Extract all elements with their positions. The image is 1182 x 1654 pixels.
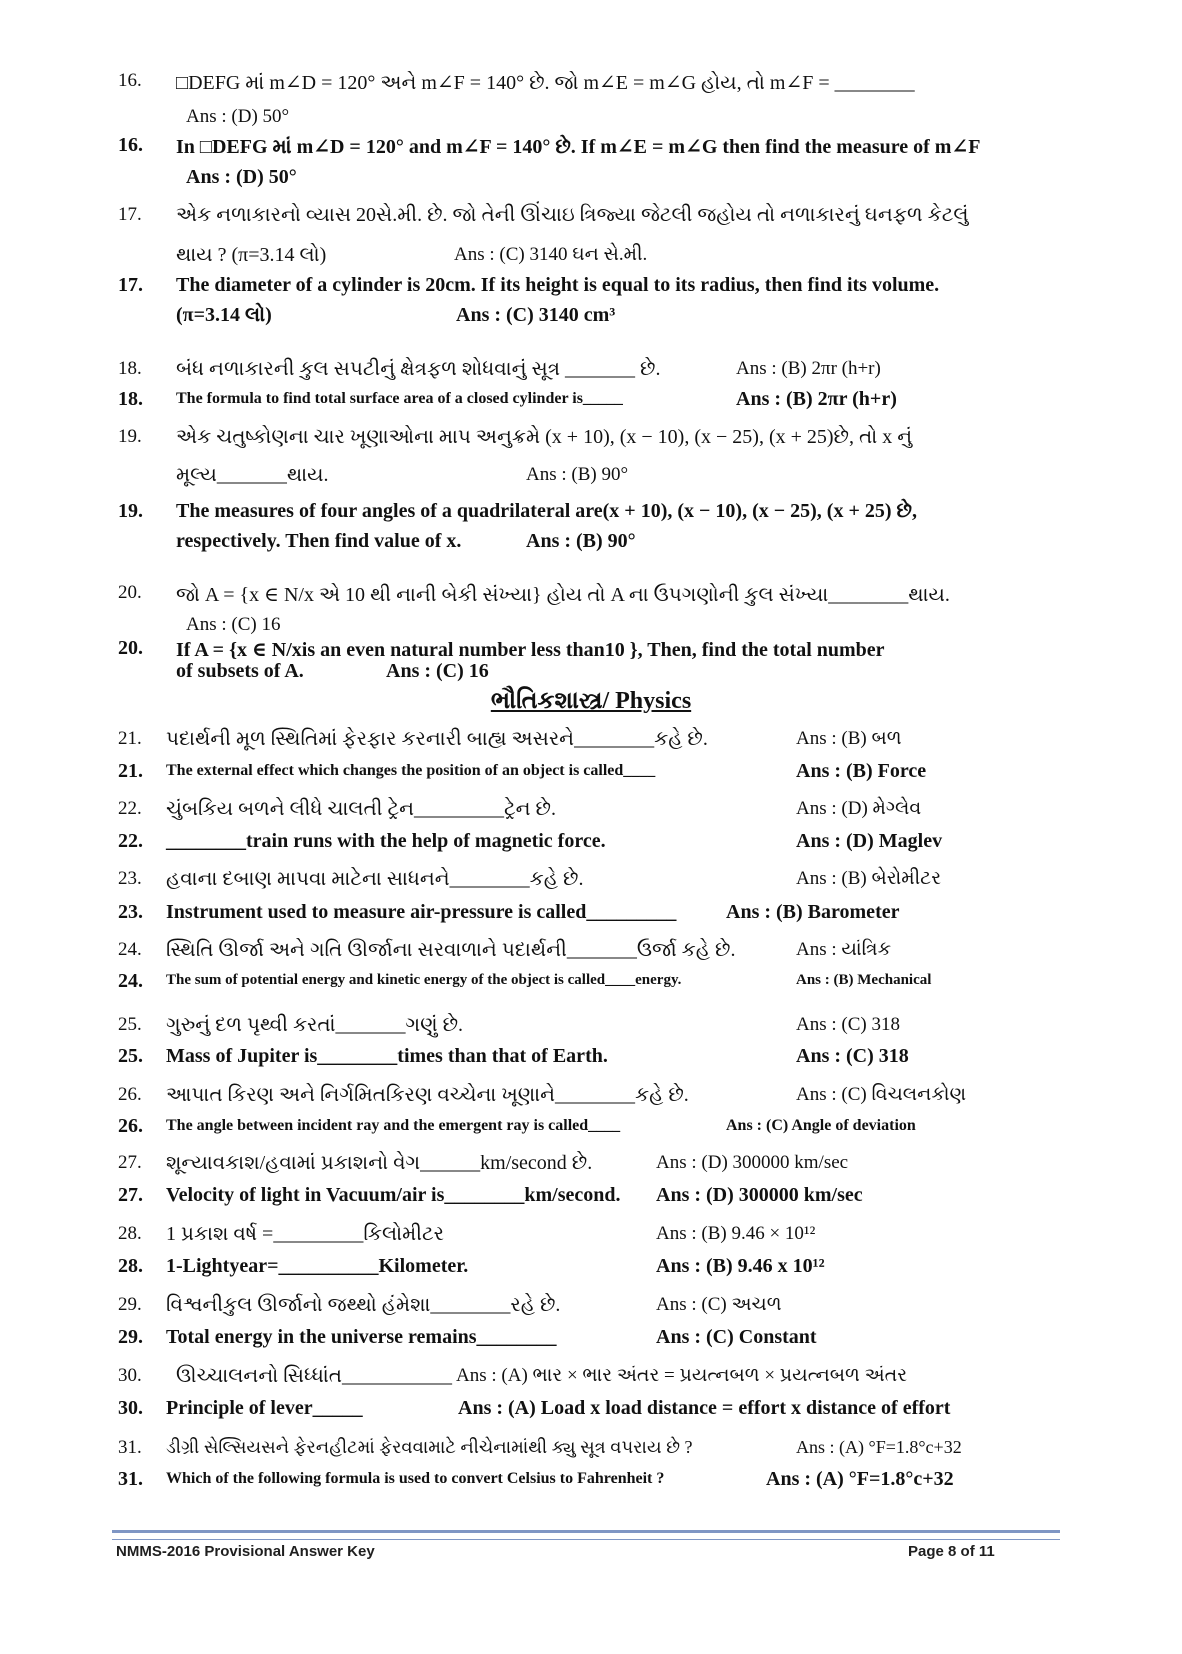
question-number: 30. xyxy=(118,1365,142,1386)
question-number: 23. xyxy=(118,868,142,889)
question-number: 23. xyxy=(118,901,143,923)
answer: Ans : (B) 2πr (h+r) xyxy=(736,388,897,410)
question-number: 20. xyxy=(118,637,143,659)
question-number: 22. xyxy=(118,830,143,852)
question-number: 31. xyxy=(118,1468,143,1490)
answer: Ans : (B) Mechanical xyxy=(796,972,932,988)
question-number: 26. xyxy=(118,1115,143,1137)
footer-divider xyxy=(112,1530,1060,1540)
answer: Ans : (B) બેરોમીટર xyxy=(796,868,942,889)
question-text: જો A = {x ∈ N/x એ 10 થી નાની બેકી સંખ્યા} હોય તો A ના ઉપગણોની કુલ સંખ્યા________થાય. xyxy=(176,584,950,606)
answer: Ans : (D) 300000 km/sec xyxy=(656,1184,863,1206)
question-text: બંધ નળાકારની કુલ સપટીનું ક્ષેત્રફળ શોધવાનું સૂત્ર _______ છે. xyxy=(176,358,661,380)
answer: Ans : (C) 3140 ઘન સે.મી. xyxy=(454,244,648,265)
answer: Ans : (D) મેગ્લેવ xyxy=(796,798,922,819)
answer: Ans : (C) 3140 cm³ xyxy=(456,304,616,326)
answer: Ans : (C) 318 xyxy=(796,1045,909,1067)
question-text: ચુંબકિય બળને લીધે ચાલતી ટ્રેન_________ટ્રેન છે. xyxy=(166,798,557,820)
question-text: The sum of potential energy and kinetic energy of the object is called____energy. xyxy=(166,972,682,988)
question-number: 26. xyxy=(118,1084,142,1105)
question-text: એક ચતુષ્કોણના ચાર ખૂણાઓના માપ અનુક્રમે (x + 10), (x − 10), (x − 25), (x + 25)છે, તો x નું xyxy=(176,426,913,448)
question-text: Which of the following formula is used to convert Celsius to Fahrenheit ? xyxy=(166,1470,665,1487)
answer: Ans : (B) 2πr (h+r) xyxy=(736,358,881,379)
question-text: ડીગ્રી સેલ્સિયસને ફેરનહીટમાં ફેરવવામાટે નીચેનામાંથી ક્યુ સૂત્ર વપરાય છે ? xyxy=(166,1437,693,1457)
question-number: 20. xyxy=(118,582,142,603)
question-text: આપાત કિરણ અને નિર્ગમિતકિરણ વચ્ચેના ખૂણાને________કહે છે. xyxy=(166,1084,689,1106)
answer: Ans : યાંત્રિક xyxy=(796,939,892,960)
question-number: 29. xyxy=(118,1294,142,1315)
question-number: 18. xyxy=(118,388,143,410)
question-number: 28. xyxy=(118,1223,142,1244)
question-number: 30. xyxy=(118,1397,143,1419)
question-number: 28. xyxy=(118,1255,143,1277)
answer: Ans : (B) 9.46 x 10¹² xyxy=(656,1255,825,1277)
question-text: respectively. Then find value of x. xyxy=(176,530,462,552)
answer: Ans : (D) 300000 km/sec xyxy=(656,1152,849,1173)
question-text: If A = {x ∈ N/xis an even natural number less than10 }, Then, find the total number xyxy=(176,639,885,661)
question-text: Velocity of light in Vacuum/air is________km/second. xyxy=(166,1184,621,1206)
answer: Ans : (D) 50° xyxy=(186,166,297,188)
question-number: 24. xyxy=(118,970,143,992)
footer-title: NMMS-2016 Provisional Answer Key xyxy=(116,1543,375,1560)
answer: Ans : (A) Load x load distance = effort x distance of effort xyxy=(458,1397,951,1419)
question-text: ગુરુનું દળ પૃથ્વી કરતાં_______ગણું છે. xyxy=(166,1014,464,1036)
answer: Ans : (B) Barometer xyxy=(726,901,900,923)
question-number: 19. xyxy=(118,500,143,522)
answer: Ans : (C) Constant xyxy=(656,1326,817,1348)
question-text: ઊચ્ચાલનનો સિધ્ધાંત___________ xyxy=(176,1365,453,1387)
answer: Ans : (C) 16 xyxy=(186,614,281,635)
question-text: ________train runs with the help of magnetic force. xyxy=(166,830,606,852)
question-number: 16. xyxy=(118,70,142,91)
question-text: The measures of four angles of a quadrilateral are(x + 10), (x − 10), (x − 25), (x + 25) છે, xyxy=(176,500,917,522)
section-heading-physics: ભૌતિકશાસ્ત્ર/ Physics xyxy=(490,688,692,714)
question-text: □DEFG માં m∠D = 120° અને m∠F = 140° છે. જો m∠E = m∠G હોય, તો m∠F = ________ xyxy=(176,72,915,94)
question-text: The angle between incident ray and the emergent ray is called____ xyxy=(166,1117,621,1134)
question-number: 27. xyxy=(118,1184,143,1206)
answer: Ans : (B) 9.46 × 10¹² xyxy=(656,1223,816,1244)
answer: Ans : (C) અચળ xyxy=(656,1294,782,1315)
question-number: 21. xyxy=(118,728,142,749)
answer: Ans : (A) ભાર × ભાર અંતર = પ્રયત્નબળ × પ્રયત્નબળ અંતર xyxy=(456,1365,908,1386)
question-text: 1 પ્રકાશ વર્ષ =_________કિલોમીટર xyxy=(166,1223,444,1245)
question-number: 24. xyxy=(118,939,142,960)
question-number: 19. xyxy=(118,426,142,447)
question-number: 22. xyxy=(118,798,142,819)
question-number: 29. xyxy=(118,1326,143,1348)
answer: Ans : (D) 50° xyxy=(186,106,290,127)
answer: Ans : (C) 16 xyxy=(386,660,489,682)
question-text: સ્થિતિ ઊર્જા અને ગતિ ઊર્જાના સરવાળાને પદાર્થની_______ઉર્જા કહે છે. xyxy=(166,939,736,961)
answer: Ans : (A) °F=1.8°c+32 xyxy=(796,1437,962,1457)
question-text: Mass of Jupiter is________times than that of Earth. xyxy=(166,1045,608,1067)
answer: Ans : (C) વિચલનકોણ xyxy=(796,1084,967,1105)
question-text: એક નળાકારનો વ્યાસ 20સે.મી. છે. જો તેની ઊંચાઇ ત્રિજ્યા જેટલી જહોય તો નળાકારનું ઘનફળ કેટલું xyxy=(176,204,969,226)
answer: Ans : (D) Maglev xyxy=(796,830,943,852)
question-text: Total energy in the universe remains________ xyxy=(166,1326,557,1348)
question-text: મૂલ્ય_______થાય. xyxy=(176,464,329,486)
question-text: The formula to find total surface area of a closed cylinder is_____ xyxy=(176,390,623,407)
question-number: 21. xyxy=(118,760,143,782)
question-number: 17. xyxy=(118,274,143,296)
question-number: 16. xyxy=(118,134,143,156)
question-text: Principle of lever_____ xyxy=(166,1397,363,1419)
answer: Ans : (C) Angle of deviation xyxy=(726,1117,916,1134)
question-number: 17. xyxy=(118,204,142,225)
question-text: થાય ? (π=3.14 લો) xyxy=(176,244,327,266)
question-text: શૂન્યાવકાશ/હવામાં પ્રકાશનો વેગ______km/second છે. xyxy=(166,1152,593,1174)
answer: Ans : (B) 90° xyxy=(526,530,636,552)
question-text: હવાના દબાણ માપવા માટેના સાધનને________કહે છે. xyxy=(166,868,584,890)
answer: Ans : (B) 90° xyxy=(526,464,629,485)
answer: Ans : (B) બળ xyxy=(796,728,902,749)
question-text: In □DEFG માં m∠D = 120° and m∠F = 140° છે. If m∠E = m∠G then find the measure of m∠F xyxy=(176,136,981,158)
question-number: 27. xyxy=(118,1152,142,1173)
question-text: વિશ્વનીકુલ ઊર્જાનો જથ્થો હંમેશા________રહે છે. xyxy=(166,1294,561,1316)
question-text: of subsets of A. xyxy=(176,660,304,682)
question-text: The diameter of a cylinder is 20cm. If its height is equal to its radius, then find its volume. xyxy=(176,274,940,296)
question-text: (π=3.14 લો) xyxy=(176,304,272,326)
question-text: પદાર્થની મૂળ સ્થિતિમાં ફેરફાર કરનારી બાહ્ય અસરને________કહે છે. xyxy=(166,728,708,750)
question-number: 25. xyxy=(118,1014,142,1035)
question-text: The external effect which changes the position of an object is called____ xyxy=(166,762,656,779)
question-text: 1-Lightyear=__________Kilometer. xyxy=(166,1255,469,1277)
answer: Ans : (C) 318 xyxy=(796,1014,900,1035)
page-number: Page 8 of 11 xyxy=(908,1543,995,1560)
answer: Ans : (A) °F=1.8°c+32 xyxy=(766,1468,954,1490)
answer: Ans : (B) Force xyxy=(796,760,927,782)
question-number: 18. xyxy=(118,358,142,379)
question-text: Instrument used to measure air-pressure is called_________ xyxy=(166,901,677,923)
question-number: 25. xyxy=(118,1045,143,1067)
question-number: 31. xyxy=(118,1437,142,1458)
